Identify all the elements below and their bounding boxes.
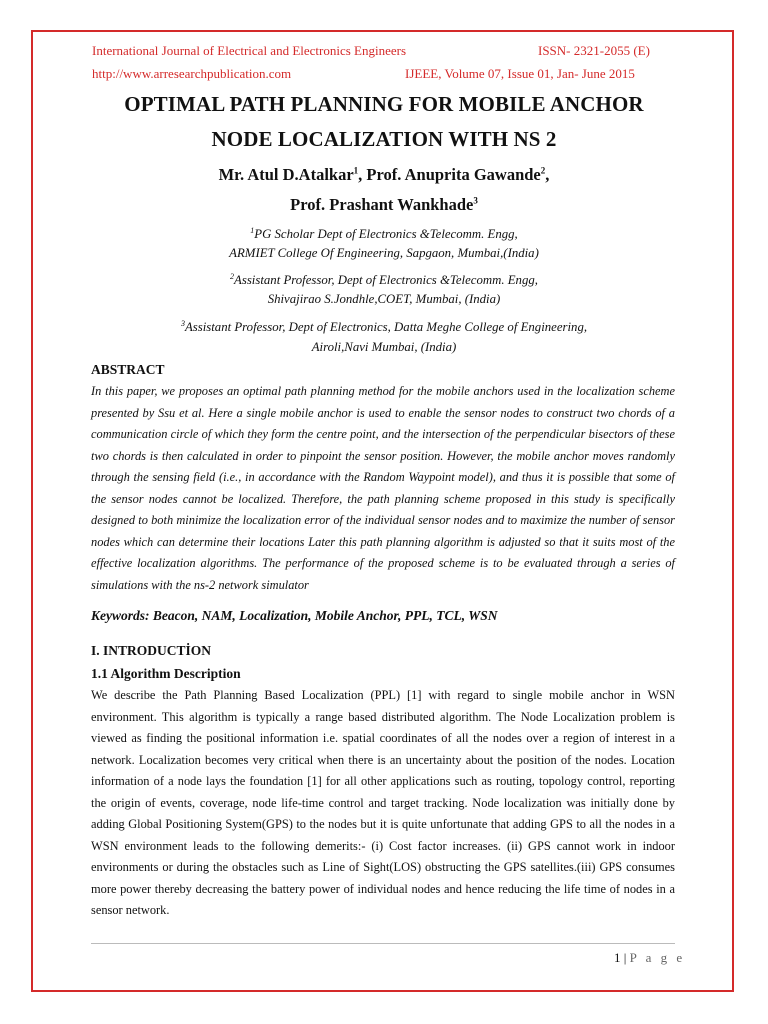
page-number: 1 xyxy=(614,950,621,965)
affiliation-2-cont: Shivajirao S.Jondhle,COET, Mumbai, (India) xyxy=(267,292,501,306)
affiliation-3-cont: Airoli,Navi Mumbai, (India) xyxy=(311,340,457,354)
footer-rule xyxy=(91,943,675,944)
affiliation-1 xyxy=(40,223,728,242)
keywords: Keywords: Beacon, NAM, Localization, Mobile Anchor, PPL, TCL, WSN xyxy=(91,608,498,623)
page-footer xyxy=(614,950,685,965)
affiliation-2-sup: 2 xyxy=(230,272,235,281)
abstract-heading: ABSTRACT xyxy=(91,362,165,377)
author-2: Prof. Anuprita Gawande xyxy=(366,165,541,184)
volume-issue: IJEEE, Volume 07, Issue 01, Jan- June 2015 xyxy=(405,66,635,81)
affiliation-3-sup: 3 xyxy=(180,319,185,328)
paper-title-line-2: NODE LOCALIZATION WITH NS 2 xyxy=(211,127,557,151)
page-word: P a g e xyxy=(629,950,686,965)
authors-line-2 xyxy=(40,195,728,215)
author-3: Prof. Prashant Wankhade xyxy=(290,195,474,214)
abstract-text: In this paper, we proposes an optimal path planning method for the mobile anchors used in the localization scheme presented by Ssu et al. Here a single mobile anchor is used to enable the sensor nodes to construct two chords of a communication circle of which they form the centre point, and the intersection of the perpendicular bisectors of these two chords is then calculated in order to pinpoint the sensor position. However, the mobile anchor moves randomly through the sensing field (i.e., in accordance with the Random Waypoint model), and thus it is possible that some of the sensor nodes cannot be localized. Therefore, the path planning scheme proposed in this study is specifically designed to both minimize the localization error of the individual sensor nodes and to maximize the number of sensor nodes which can determine their locations Later this path planning algorithm is adjusted so that it suits most of the effective localization algorithms. The performance of the proposed scheme is to be evaluated through a series of simulations with the ns-2 network simulator xyxy=(91,384,675,592)
author-1: Mr. Atul D.Atalkar xyxy=(218,165,354,184)
subsection-heading: 1.1 Algorithm Description xyxy=(91,666,241,681)
affiliation-1-cont: ARMIET College Of Engineering, Sapgaon, Mumbai,(India) xyxy=(229,246,539,260)
author-1-sup: 1 xyxy=(353,165,359,176)
issn: ISSN- 2321-2055 (E) xyxy=(538,43,650,58)
affiliation-3 xyxy=(40,316,728,335)
section-heading: I. INTRODUCTİON xyxy=(91,643,212,658)
intro-paragraph: We describe the Path Planning Based Localization (PPL) [1] with regard to single mobile anchor in WSN environment. This algorithm is typically a range based distributed algorithm. The Node Localization problem is viewed as finding the positional information i.e. spatial coordinates of all the nodes over a region of interest in a network. Localization becomes very critical when there is an uncertainty about the position of the nodes. Location information of a node lays the foundation [1] for all other applications such as routing, topology control, reporting the origin of events, coverage, node life-time control and target tracking. Node localization was initially done by adding Global Positioning System(GPS) to the nodes but it is quite unfortunate that adding GPS to all the nodes in a WSN environment leads to the following demerits:- (i) Cost factor increases. (ii) GPS cannot work in indoor environments or during the obstacles such as Line of Sight(LOS) obstructing the GPS satellites.(iii) GPS consumes more power thereby decreasing the battery power of individual nodes and hence reducing the life time of nodes in a sensor network. xyxy=(91,688,675,917)
affiliation-1-sup: 1 xyxy=(250,226,255,235)
affiliation-1-text: PG Scholar Dept of Electronics &Telecomm. Engg, xyxy=(254,227,518,241)
authors-line-1: Mr. Atul D.Atalkar$^1$, Prof. Anuprita Gawande$^2$, xyxy=(218,165,550,184)
journal-name: International Journal of Electrical and Electronics Engineers xyxy=(92,43,407,58)
page-separator: | xyxy=(623,950,627,965)
affiliation-2 xyxy=(40,269,728,288)
journal-url[interactable]: http://www.arresearchpublication.com xyxy=(92,66,292,81)
author-3-sup: 3 xyxy=(473,195,478,206)
paper-title-line-1: OPTIMAL PATH PLANNING FOR MOBILE ANCHOR xyxy=(124,92,644,116)
author-2-sup: 2 xyxy=(540,165,546,176)
affiliation-2-text: Assistant Professor, Dept of Electronics &Telecomm. Engg, xyxy=(234,273,538,287)
affiliation-3-text: Assistant Professor, Dept of Electronics, Datta Meghe College of Engineering, xyxy=(184,320,588,334)
